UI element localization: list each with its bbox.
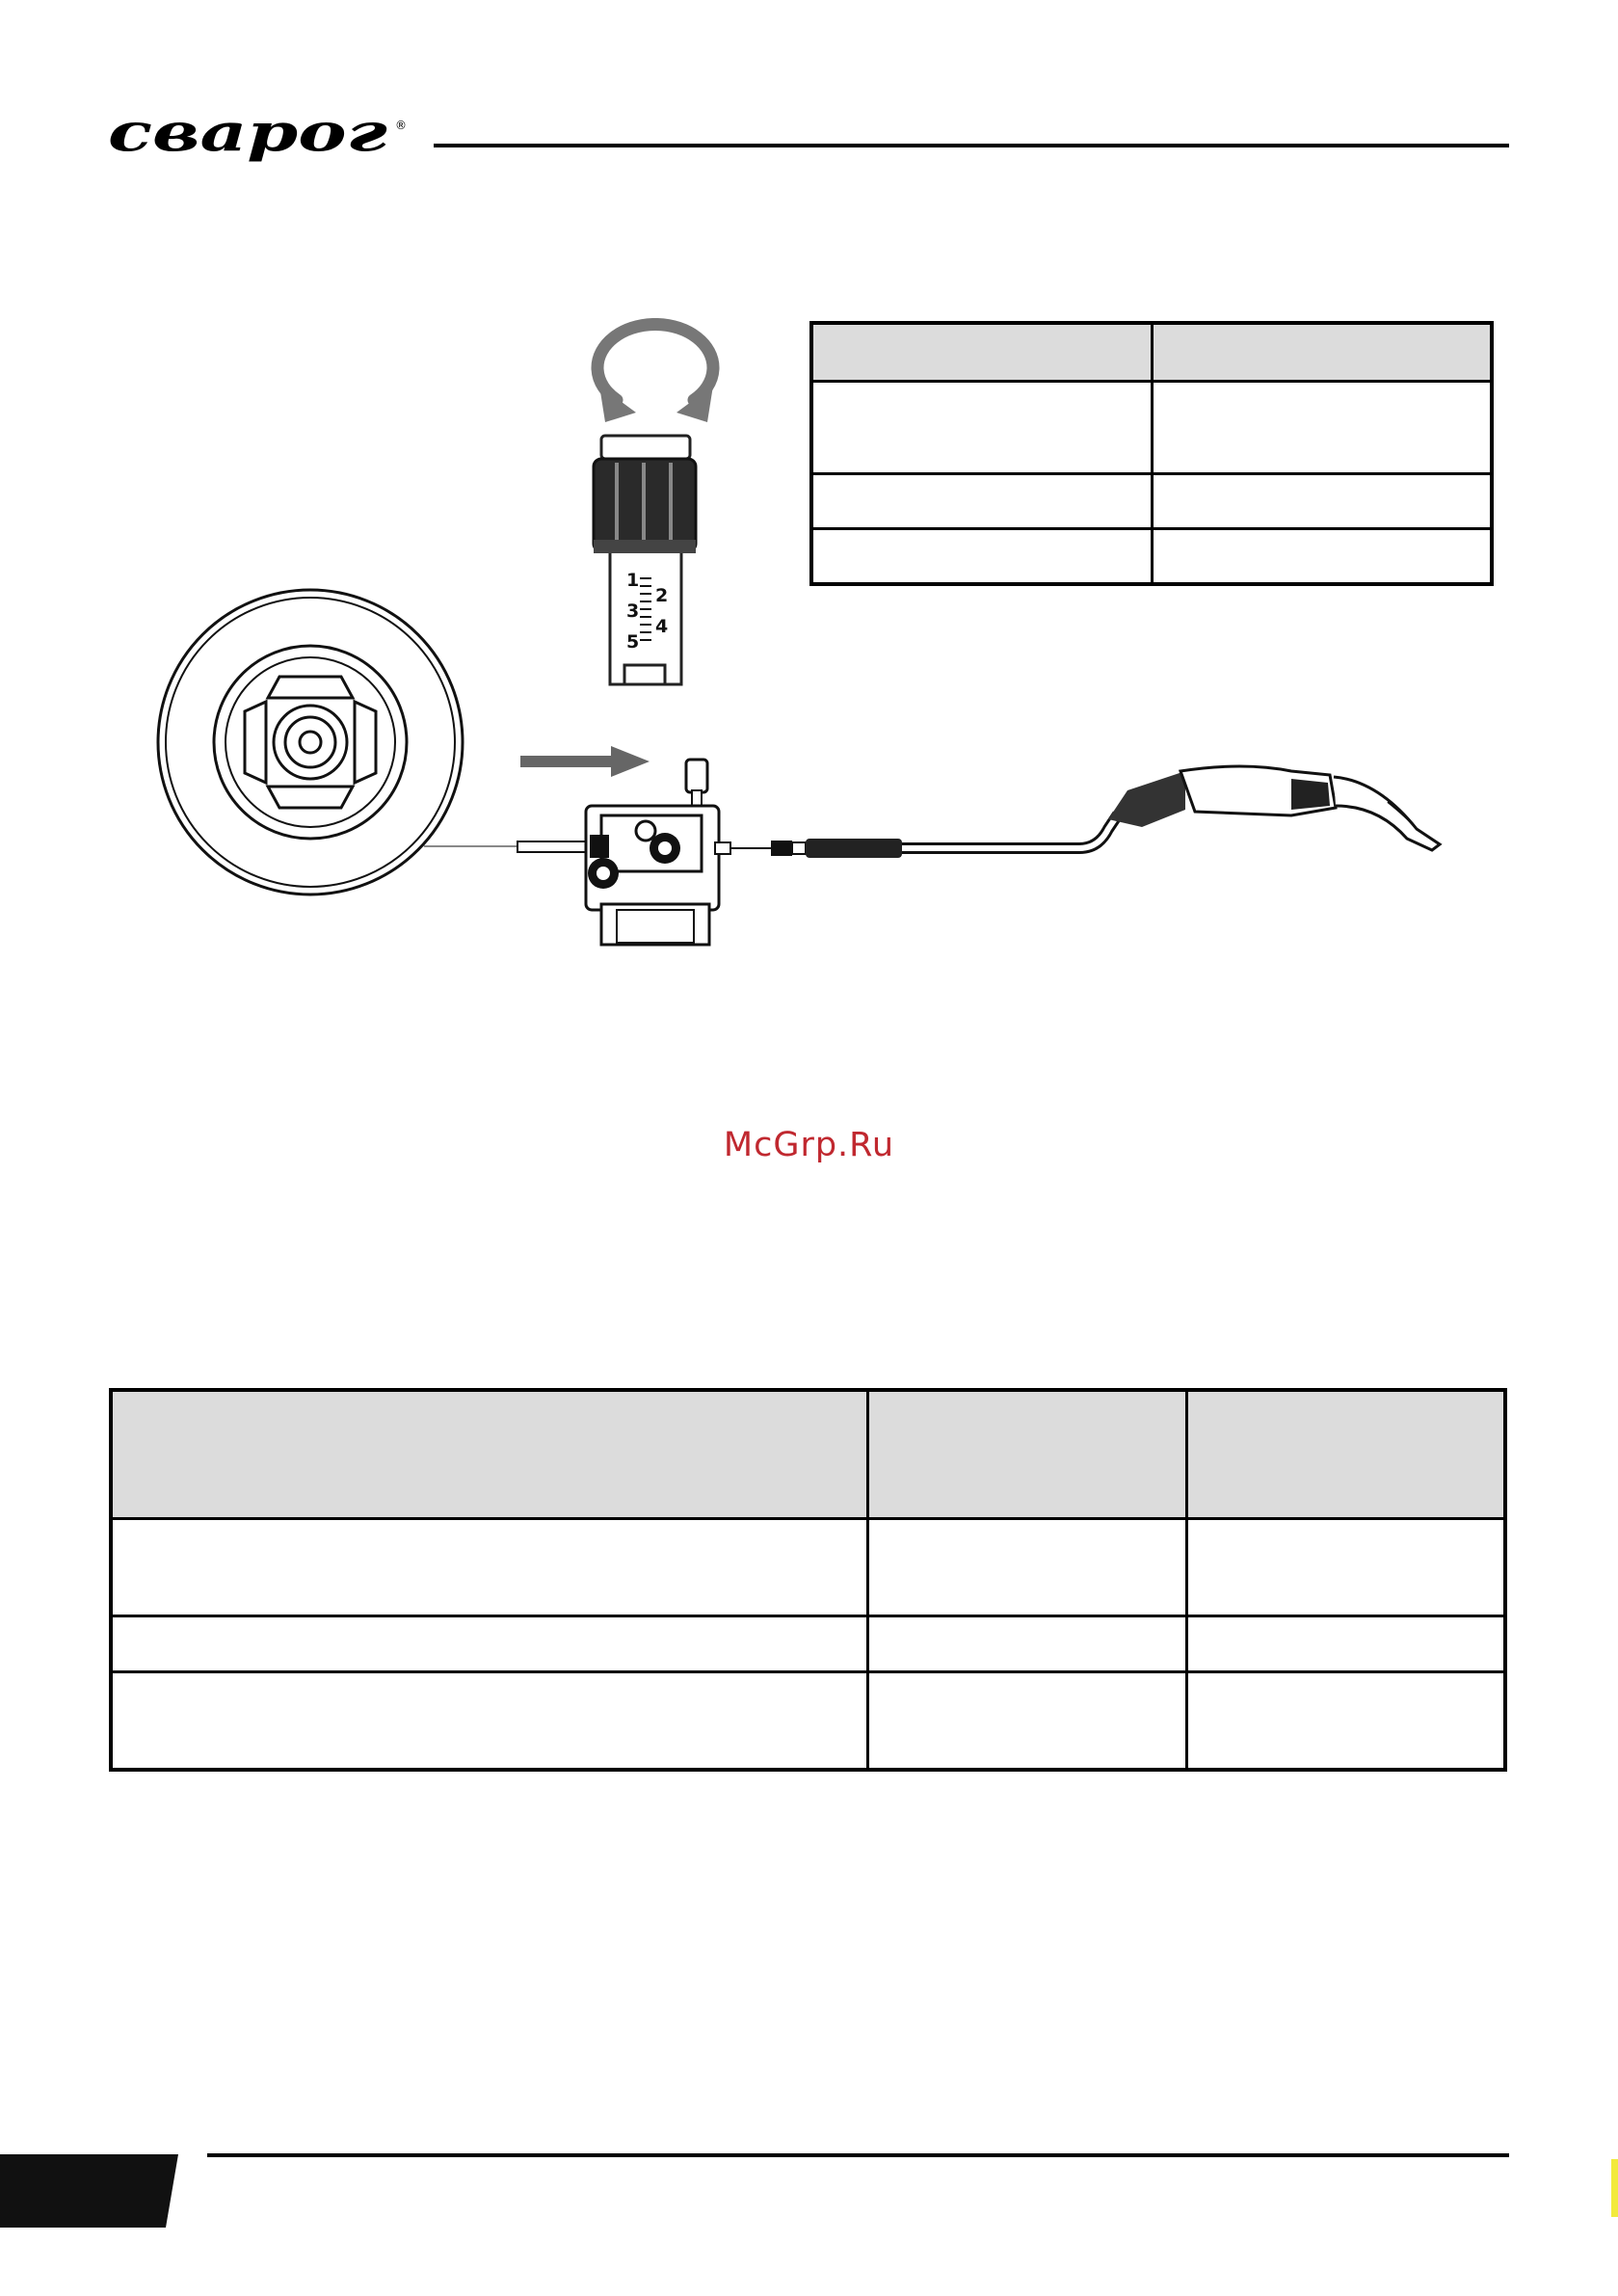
table-cell bbox=[811, 474, 1153, 529]
table-header-cell bbox=[868, 1390, 1187, 1519]
table-cell bbox=[111, 1616, 868, 1672]
rotate-arrows-icon bbox=[597, 324, 713, 422]
header-rule bbox=[434, 144, 1509, 147]
page-number-tab bbox=[0, 2154, 178, 2228]
feed-direction-arrow-icon bbox=[520, 746, 650, 777]
table-header-cell bbox=[1153, 323, 1493, 382]
table-cell bbox=[111, 1672, 868, 1771]
table-cell bbox=[1153, 474, 1493, 529]
brand-registered-mark: ® bbox=[395, 119, 407, 132]
wire-feed-mechanism bbox=[517, 760, 730, 945]
table-cell bbox=[811, 382, 1153, 474]
dial-label-1: 1 bbox=[626, 570, 640, 591]
dial-label-2: 2 bbox=[655, 585, 669, 606]
brand-logo bbox=[108, 114, 416, 172]
settings-table bbox=[109, 1388, 1507, 1772]
table-header-cell bbox=[811, 323, 1153, 382]
edge-color-mark bbox=[1611, 2159, 1618, 2217]
table-cell bbox=[1153, 382, 1493, 474]
welding-torch bbox=[730, 766, 1440, 858]
table-cell bbox=[111, 1519, 868, 1616]
table-cell bbox=[868, 1519, 1187, 1616]
dial-label-3: 3 bbox=[626, 601, 640, 622]
table-cell bbox=[1187, 1616, 1506, 1672]
watermark: McGrp.Ru bbox=[723, 1126, 895, 1164]
footer-rule bbox=[207, 2153, 1509, 2157]
table-header-cell bbox=[1187, 1390, 1506, 1519]
table-header-cell bbox=[111, 1390, 868, 1519]
table-cell bbox=[811, 529, 1153, 585]
dial-label-4: 4 bbox=[655, 616, 669, 637]
table-cell bbox=[868, 1672, 1187, 1771]
table-cell bbox=[1187, 1519, 1506, 1616]
wire-spool bbox=[158, 590, 463, 894]
brand-logo-text: сварог bbox=[108, 114, 387, 163]
table-cell bbox=[1153, 529, 1493, 585]
tension-knob bbox=[594, 436, 696, 684]
dial-label-5: 5 bbox=[626, 631, 640, 653]
table-cell bbox=[868, 1616, 1187, 1672]
table-cell bbox=[1187, 1672, 1506, 1771]
feed-roller-table bbox=[809, 321, 1494, 586]
